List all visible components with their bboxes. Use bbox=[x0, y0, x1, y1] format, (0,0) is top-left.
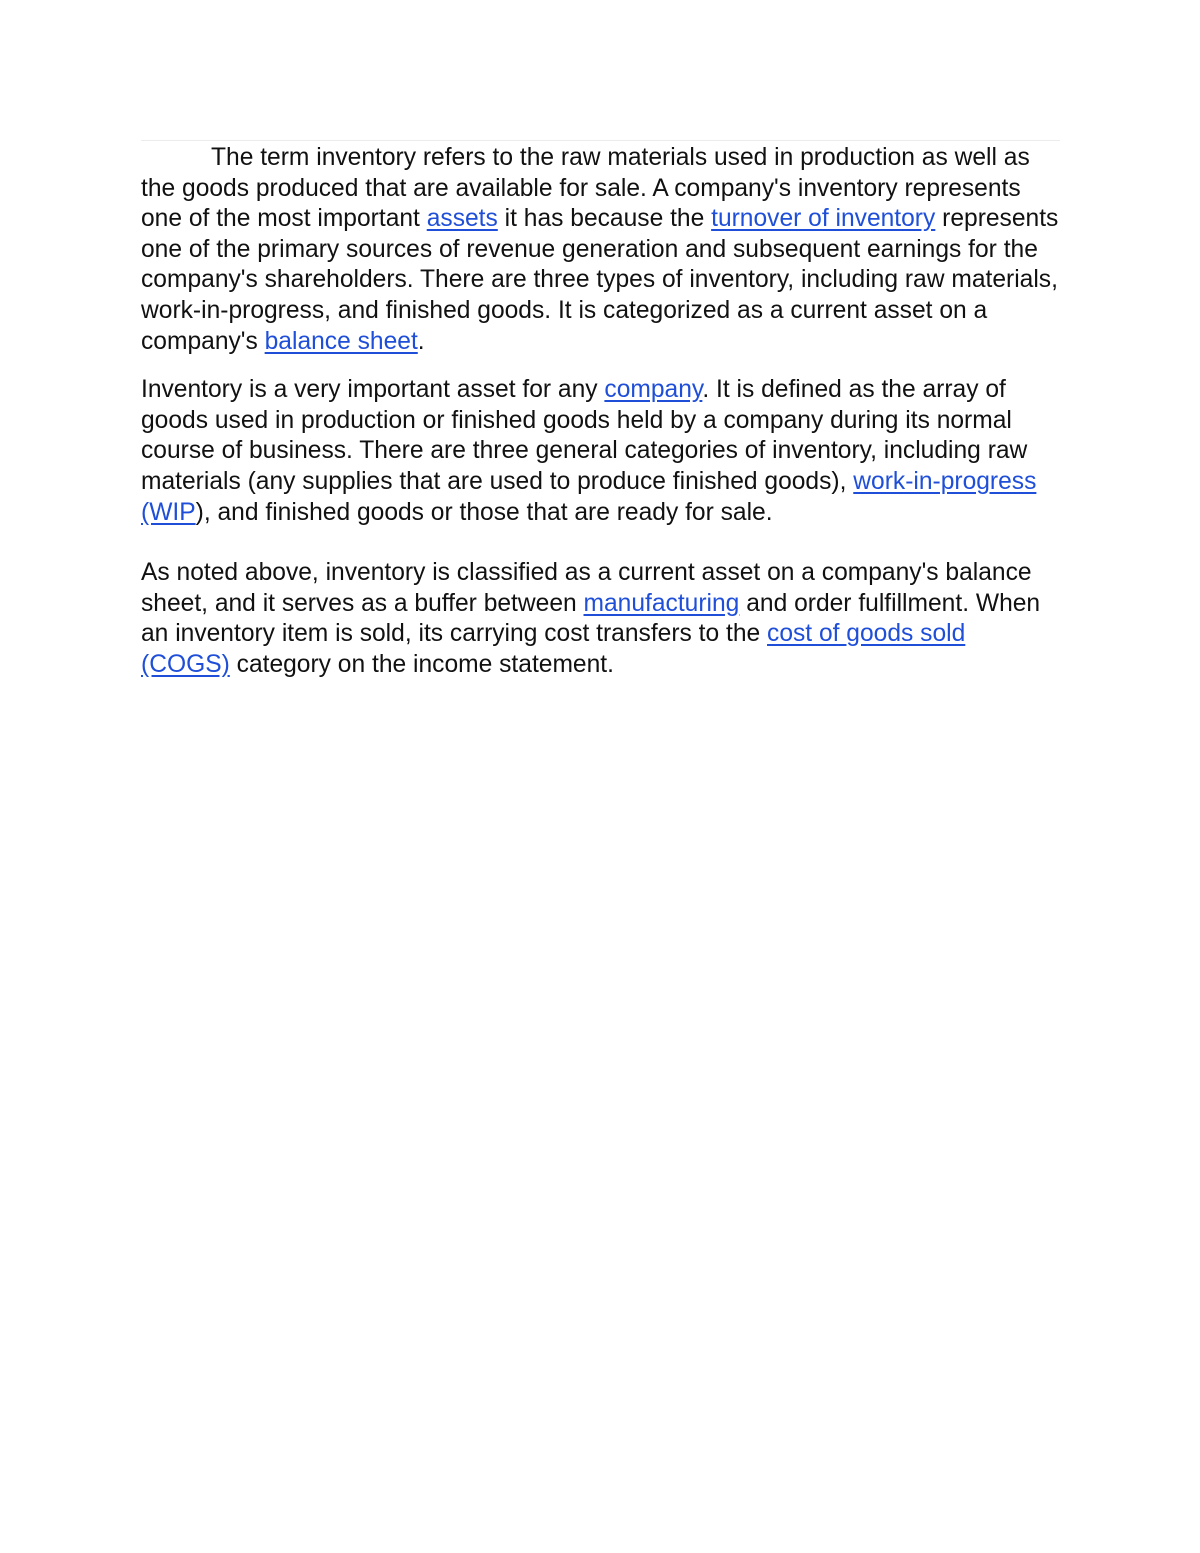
paragraph-2 bbox=[141, 375, 1060, 528]
link-manufacturing[interactable]: manufacturing bbox=[583, 589, 740, 617]
link-work-in-progress[interactable]: work-in-progress (WIP bbox=[141, 467, 1037, 526]
paragraph-3 bbox=[141, 558, 1060, 680]
document-body bbox=[141, 143, 1060, 681]
text-segment: it has because the bbox=[497, 205, 712, 233]
text-segment: ), and finished goods or those that are ready for sale. bbox=[195, 498, 773, 526]
link-company[interactable]: company bbox=[604, 376, 703, 404]
text-segment: . bbox=[417, 327, 425, 355]
text-segment: represents one of the primary sources of revenue generation and subsequent earnings for the company's shareholders. There are three types of inventory, including raw materials, work-in-progress, and finished goods. It is categorized as a current asset on a company's bbox=[141, 205, 1059, 355]
link-assets[interactable]: assets bbox=[426, 205, 498, 233]
text-segment: As noted above, inventory is classified as a current asset on a company's balance sheet, and it serves as a buffer between bbox=[141, 559, 1032, 617]
link-turnover-of-inventory[interactable]: turnover of inventory bbox=[711, 205, 936, 233]
text-segment: . It is defined as the array of goods used in production or finished goods held by a company during its normal course of business. There are three general categories of inventory, including raw materials (any supplies that are used to produce finished goods), bbox=[141, 376, 1028, 495]
header-divider bbox=[141, 140, 1060, 141]
text-segment: category on the income statement. bbox=[229, 650, 614, 678]
link-cost-of-goods-sold[interactable]: cost of goods sold (COGS) bbox=[141, 620, 966, 678]
text-segment: The term inventory refers to the raw materials used in production as well as the goods produced that are available for sale. A company's inventory represents one of the most important bbox=[141, 144, 1030, 233]
link-balance-sheet[interactable]: balance sheet bbox=[264, 327, 418, 355]
text-segment: Inventory is a very important asset for any bbox=[141, 376, 605, 404]
text-segment: and order fulfillment. When an inventory item is sold, its carrying cost transfers to the bbox=[141, 589, 1041, 648]
paragraph-1 bbox=[141, 143, 1060, 357]
